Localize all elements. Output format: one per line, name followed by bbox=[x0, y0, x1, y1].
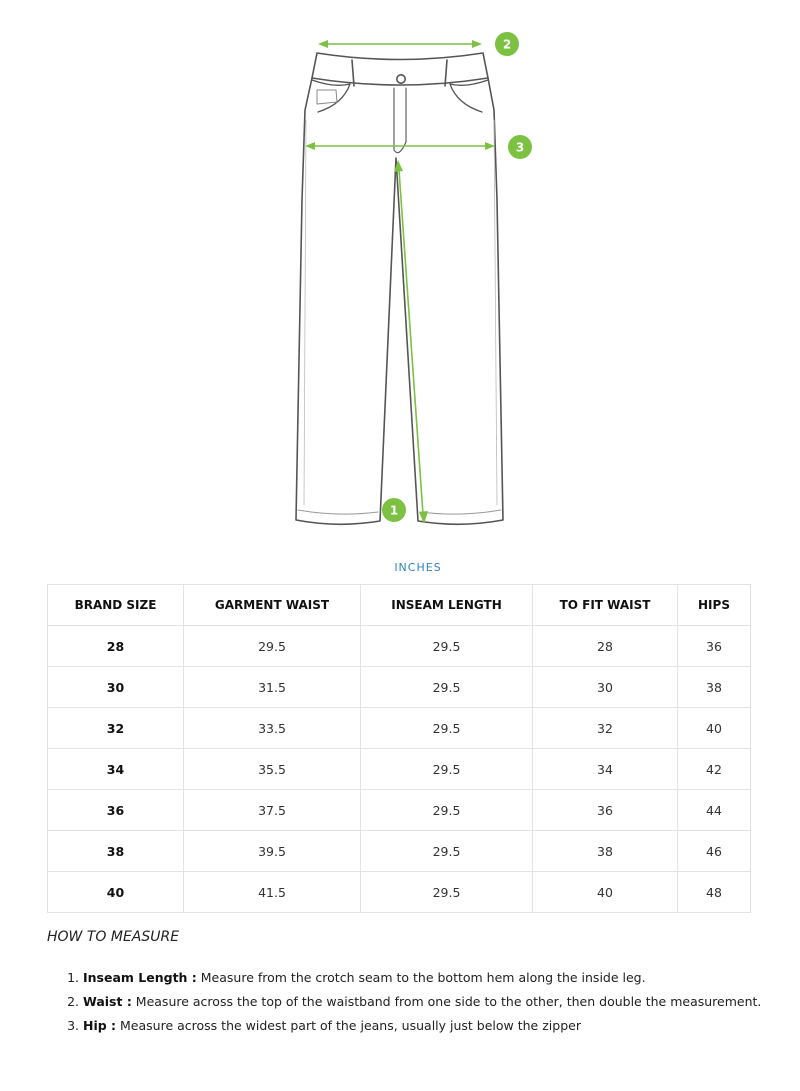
cell-brand-size: 28 bbox=[48, 626, 184, 667]
cell-hips: 42 bbox=[678, 749, 751, 790]
table-row bbox=[48, 790, 751, 831]
cell-hips: 46 bbox=[678, 831, 751, 872]
step-term: Waist : bbox=[83, 994, 132, 1009]
marker-badge-2 bbox=[495, 32, 519, 56]
jeans-measurement-diagram bbox=[0, 0, 800, 545]
cell-brand-size: 34 bbox=[48, 749, 184, 790]
cell-brand-size: 36 bbox=[48, 790, 184, 831]
table-row bbox=[48, 708, 751, 749]
cell-inseam-length: 29.5 bbox=[361, 872, 533, 913]
inseam-arrow bbox=[399, 170, 423, 514]
svg-text:2: 2 bbox=[502, 37, 512, 52]
cell-to-fit-waist: 38 bbox=[533, 831, 678, 872]
table-row bbox=[48, 667, 751, 708]
list-item bbox=[83, 1014, 783, 1037]
column-header-inseam-length: INSEAM LENGTH bbox=[361, 585, 533, 626]
cell-inseam-length: 29.5 bbox=[361, 831, 533, 872]
step-text: Measure across the widest part of the jeans, usually just below the zipper bbox=[116, 1018, 581, 1033]
cell-hips: 36 bbox=[678, 626, 751, 667]
cell-hips: 38 bbox=[678, 667, 751, 708]
measurement-arrows bbox=[305, 40, 495, 524]
svg-text:3: 3 bbox=[515, 140, 525, 155]
table-row bbox=[48, 749, 751, 790]
cell-to-fit-waist: 30 bbox=[533, 667, 678, 708]
step-text: Measure across the top of the waistband from one side to the other, then double the measurement. bbox=[131, 994, 762, 1009]
table-header-row bbox=[48, 585, 751, 626]
marker-badge-1 bbox=[382, 498, 406, 522]
cell-to-fit-waist: 40 bbox=[533, 872, 678, 913]
jeans-illustration bbox=[0, 0, 800, 545]
step-term: Hip : bbox=[83, 1018, 117, 1033]
step-term: Inseam Length : bbox=[83, 970, 197, 985]
cell-brand-size: 38 bbox=[48, 831, 184, 872]
jeans-outline bbox=[296, 53, 503, 524]
cell-to-fit-waist: 32 bbox=[533, 708, 678, 749]
cell-garment-waist: 35.5 bbox=[184, 749, 361, 790]
cell-inseam-length: 29.5 bbox=[361, 790, 533, 831]
svg-text:1: 1 bbox=[389, 503, 399, 518]
cell-garment-waist: 33.5 bbox=[184, 708, 361, 749]
cell-to-fit-waist: 34 bbox=[533, 749, 678, 790]
column-header-hips: HIPS bbox=[678, 585, 751, 626]
step-text: Measure from the crotch seam to the bottom hem along the inside leg. bbox=[196, 970, 646, 985]
cell-hips: 40 bbox=[678, 708, 751, 749]
column-header-to-fit-waist: TO FIT WAIST bbox=[533, 585, 678, 626]
cell-brand-size: 30 bbox=[48, 667, 184, 708]
cell-garment-waist: 37.5 bbox=[184, 790, 361, 831]
column-header-brand-size: BRAND SIZE bbox=[48, 585, 184, 626]
cell-to-fit-waist: 36 bbox=[533, 790, 678, 831]
list-item bbox=[83, 966, 783, 989]
cell-inseam-length: 29.5 bbox=[361, 708, 533, 749]
how-to-measure-list bbox=[47, 966, 783, 1038]
cell-inseam-length: 29.5 bbox=[361, 626, 533, 667]
cell-hips: 48 bbox=[678, 872, 751, 913]
cell-garment-waist: 29.5 bbox=[184, 626, 361, 667]
units-label: INCHES bbox=[394, 561, 442, 574]
how-to-measure-heading: HOW TO MEASURE bbox=[47, 929, 180, 945]
marker-badge-3 bbox=[508, 135, 532, 159]
cell-inseam-length: 29.5 bbox=[361, 667, 533, 708]
cell-garment-waist: 39.5 bbox=[184, 831, 361, 872]
table-row bbox=[48, 626, 751, 667]
table-row bbox=[48, 831, 751, 872]
size-chart-table bbox=[47, 584, 751, 913]
table-row bbox=[48, 872, 751, 913]
cell-garment-waist: 41.5 bbox=[184, 872, 361, 913]
cell-hips: 44 bbox=[678, 790, 751, 831]
cell-inseam-length: 29.5 bbox=[361, 749, 533, 790]
cell-garment-waist: 31.5 bbox=[184, 667, 361, 708]
list-item bbox=[83, 990, 783, 1013]
cell-brand-size: 32 bbox=[48, 708, 184, 749]
column-header-garment-waist: GARMENT WAIST bbox=[184, 585, 361, 626]
cell-brand-size: 40 bbox=[48, 872, 184, 913]
cell-to-fit-waist: 28 bbox=[533, 626, 678, 667]
